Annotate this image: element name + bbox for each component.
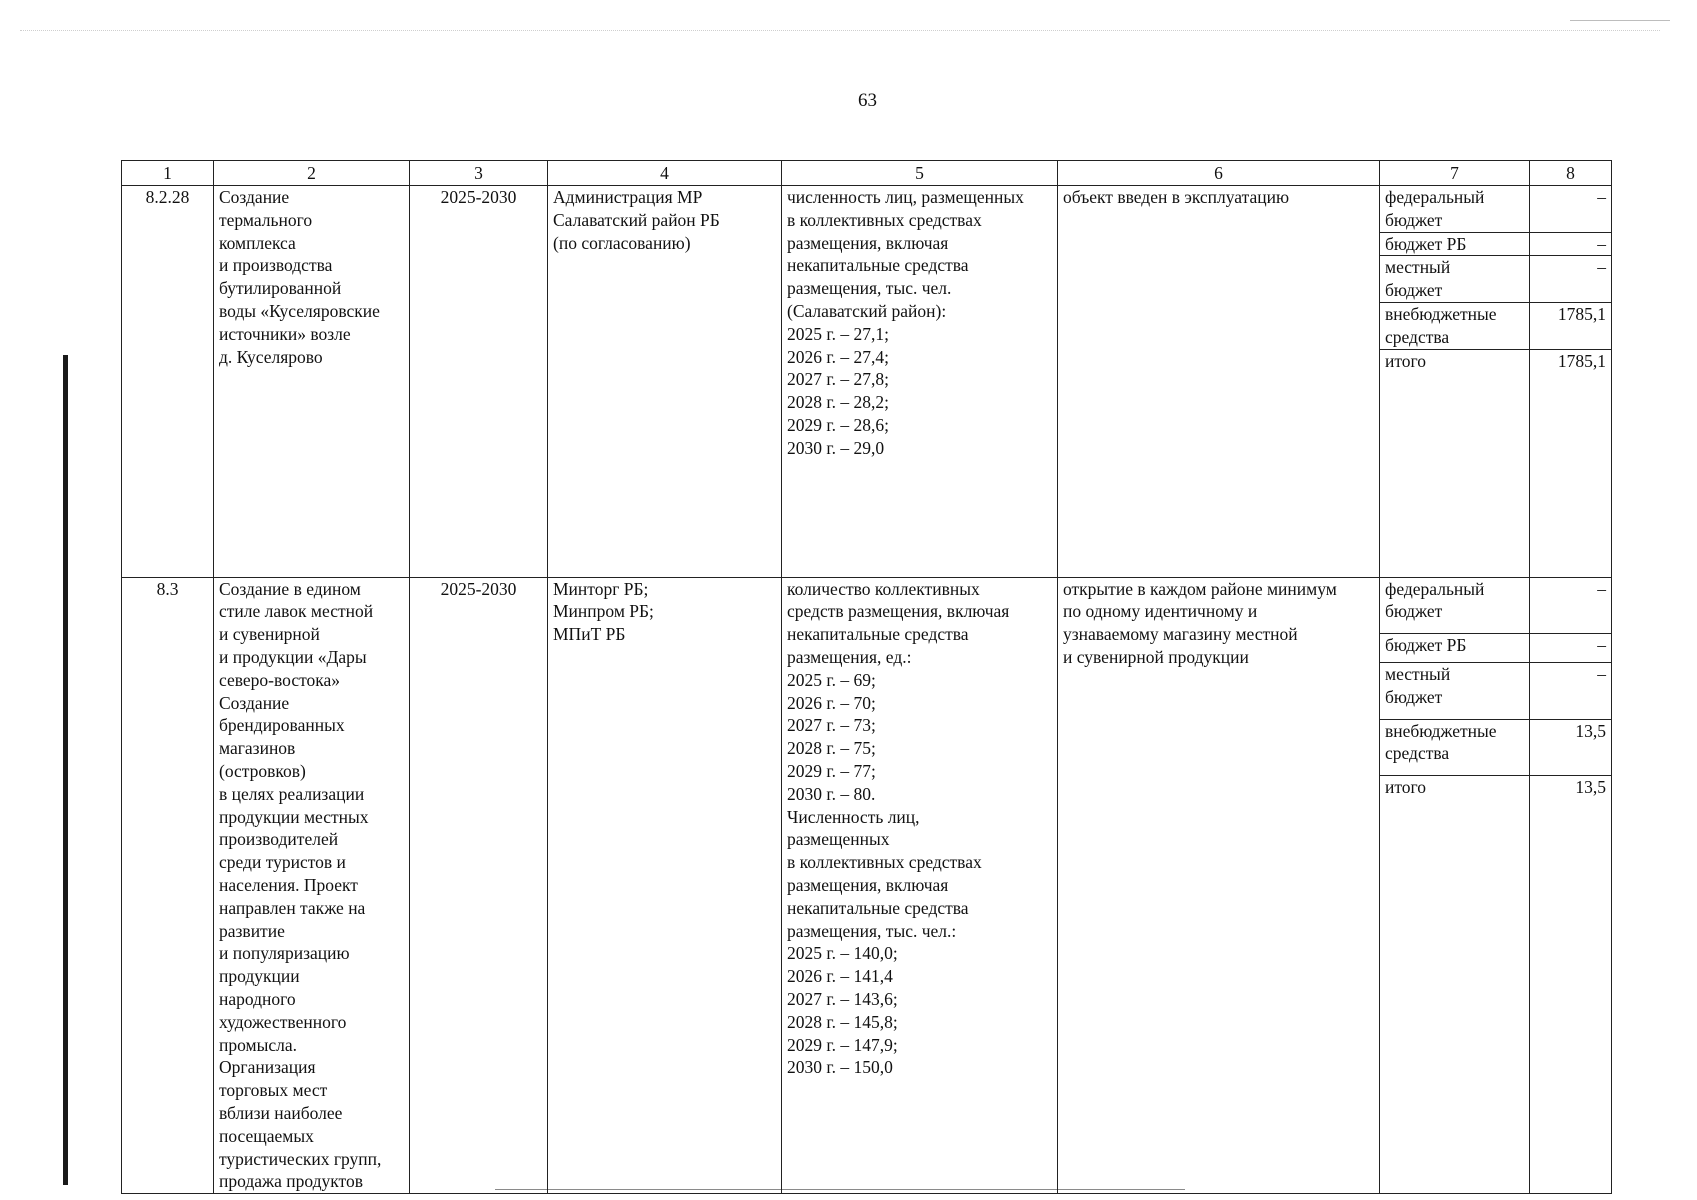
text-line: бюджет [1385, 601, 1443, 622]
text-line: северо-востока» [219, 669, 341, 690]
text-line: среди туристов и [219, 852, 346, 873]
text-line: и сувенирной [219, 624, 320, 645]
page-number: 63 [858, 90, 877, 111]
text-line: объект введен в эксплуатацию [1063, 187, 1290, 207]
text-line: комплекса [219, 232, 296, 253]
funding-source-cell [1380, 349, 1530, 577]
text-line: местный [1385, 257, 1451, 278]
text-line: и производства [219, 255, 333, 276]
header-cell: 6 [1058, 161, 1380, 186]
text-line: 2029 г. – 147,9; [787, 1034, 898, 1055]
text-line: д. Куселярово [219, 346, 323, 367]
text-line: размещения, тыс. чел.: [787, 920, 957, 941]
text-line: некапитальные средства [787, 255, 969, 276]
text-line: некапитальные средства [787, 624, 969, 645]
text-line: термального [219, 209, 313, 230]
header-cell: 1 [122, 161, 214, 186]
text-line: и популяризацию [219, 943, 350, 964]
header-cell: 2 [214, 161, 410, 186]
funding-amount: 13,5 [1575, 777, 1606, 798]
text-line: некапитальные средства [787, 897, 969, 918]
text-line: художественного [219, 1011, 347, 1032]
text-line: воды «Куселяровские [219, 300, 380, 321]
text-line: бюджет РБ [1385, 635, 1467, 656]
text-line: 2028 г. – 75; [787, 738, 876, 759]
text-line: 2025 г. – 69; [787, 669, 876, 690]
indicator-cell [782, 186, 1058, 578]
funding-source-cell [1380, 662, 1530, 719]
funding-amount: 1785,1 [1557, 303, 1606, 324]
row-number-cell [122, 186, 214, 578]
event-name-cell [214, 577, 410, 1194]
program-table [121, 160, 1612, 1194]
text-line: Минторг РБ; [553, 578, 649, 599]
row-number: 8.2.28 [145, 187, 190, 207]
text-line: бюджет [1385, 280, 1443, 301]
funding-amount-cell [1530, 719, 1612, 776]
funding-amount-cell [1530, 577, 1612, 634]
text-line: (островков) [219, 760, 306, 781]
text-line: источники» возле [219, 323, 351, 344]
funding-source-cell [1380, 776, 1530, 1194]
funding-amount-cell [1530, 186, 1612, 233]
text-line: внебюджетные [1385, 303, 1497, 324]
text-line: 2029 г. – 28,6; [787, 414, 889, 435]
text-line: 2027 г. – 27,8; [787, 369, 889, 390]
text-line: вблизи наиболее [219, 1102, 343, 1123]
text-line: производителей [219, 829, 339, 850]
funding-amount: 1785,1 [1557, 350, 1606, 371]
text-line: стиле лавок местной [219, 601, 374, 622]
text-line: размещения, тыс. чел. [787, 278, 952, 299]
text-line: размещения, включая [787, 232, 949, 253]
text-line: внебюджетные [1385, 720, 1497, 741]
funding-amount-cell [1530, 776, 1612, 1194]
scan-artifact-top [20, 30, 1660, 31]
text-line: Создание [219, 692, 290, 713]
event-name-cell [214, 186, 410, 578]
text-line: 2028 г. – 145,8; [787, 1011, 898, 1032]
text-line: направлен также на [219, 897, 366, 918]
funding-amount: – [1597, 187, 1606, 207]
funding-source-cell [1380, 577, 1530, 634]
text-line: и продукции «Дары [219, 646, 367, 667]
text-line: федеральный [1385, 187, 1485, 207]
funding-amount-cell [1530, 349, 1612, 577]
result-cell [1058, 577, 1380, 1194]
text-line: бюджет [1385, 209, 1443, 230]
text-line: в коллективных средствах [787, 209, 982, 230]
text-line: промысла. [219, 1034, 298, 1055]
period-cell [410, 186, 548, 578]
row-number-cell [122, 577, 214, 1194]
text-line: 2030 г. – 29,0 [787, 437, 885, 458]
table-row [122, 186, 1612, 233]
text-line: 2030 г. – 150,0 [787, 1057, 893, 1078]
header-cell: 5 [782, 161, 1058, 186]
text-line: в коллективных средствах [787, 852, 982, 873]
text-line: открытие в каждом районе минимум [1063, 578, 1337, 599]
funding-amount: – [1597, 635, 1606, 656]
result-cell [1058, 186, 1380, 578]
text-line: развитие [219, 920, 285, 941]
text-line: бутилированной [219, 278, 342, 299]
text-line: 2029 г. – 77; [787, 760, 876, 781]
text-line: Салаватский район РБ [553, 209, 720, 230]
text-line: брендированных [219, 715, 345, 736]
text-line: бюджет РБ [1385, 233, 1467, 254]
text-line: федеральный [1385, 578, 1485, 599]
text-line: Численность лиц, [787, 806, 920, 827]
text-line: Создание [219, 187, 290, 207]
text-line: размещения, включая [787, 874, 949, 895]
text-line: средств размещения, включая [787, 601, 1010, 622]
text-line: народного [219, 988, 296, 1009]
header-cell: 4 [548, 161, 782, 186]
text-line: 2026 г. – 70; [787, 692, 876, 713]
text-line: торговых мест [219, 1080, 328, 1101]
text-line: продажа продуктов [219, 1171, 363, 1192]
funding-source-cell [1380, 256, 1530, 303]
text-line: (Салаватский район): [787, 300, 947, 321]
funding-amount-cell [1530, 302, 1612, 349]
text-line: Организация [219, 1057, 316, 1078]
funding-amount-cell [1530, 662, 1612, 719]
header-cell: 3 [410, 161, 548, 186]
funding-amount: – [1597, 233, 1606, 254]
text-line: 2027 г. – 143,6; [787, 988, 898, 1009]
funding-amount-cell [1530, 232, 1612, 256]
text-line: 2025 г. – 27,1; [787, 323, 889, 344]
text-line: 2025 г. – 140,0; [787, 943, 898, 964]
text-line: в целях реализации [219, 783, 365, 804]
header-row [122, 161, 1612, 186]
executor-cell [548, 577, 782, 1194]
text-line: средства [1385, 326, 1450, 347]
text-line: населения. Проект [219, 874, 358, 895]
funding-source-cell [1380, 186, 1530, 233]
funding-amount-cell [1530, 634, 1612, 663]
text-line: 2028 г. – 28,2; [787, 392, 889, 413]
funding-amount: – [1597, 257, 1606, 278]
text-line: Администрация МР [553, 187, 703, 207]
text-line: посещаемых [219, 1125, 314, 1146]
text-line: продукции местных [219, 806, 369, 827]
text-line: численность лиц, размещенных [787, 187, 1024, 207]
text-line: Минпром РБ; [553, 601, 654, 622]
text-line: 2027 г. – 73; [787, 715, 876, 736]
text-line: (по согласованию) [553, 232, 691, 253]
executor-cell [548, 186, 782, 578]
text-line: итого [1385, 350, 1427, 371]
text-line: количество коллективных [787, 578, 980, 599]
text-line: МПиТ РБ [553, 624, 626, 645]
text-line: 2026 г. – 27,4; [787, 346, 889, 367]
text-line: средства [1385, 743, 1450, 764]
indicator-cell [782, 577, 1058, 1194]
text-line: продукции [219, 966, 300, 987]
text-line: туристических групп, [219, 1148, 382, 1169]
text-line: итого [1385, 777, 1427, 798]
period: 2025-2030 [440, 187, 517, 207]
funding-source-cell [1380, 719, 1530, 776]
funding-amount: – [1597, 578, 1606, 599]
text-line: узнаваемому магазину местной [1063, 624, 1298, 645]
header-cell: 7 [1380, 161, 1530, 186]
text-line: 2026 г. – 141,4 [787, 966, 893, 987]
funding-amount-cell [1530, 256, 1612, 303]
table-row [122, 577, 1612, 634]
text-line: 2030 г. – 80. [787, 783, 876, 804]
header-cell: 8 [1530, 161, 1612, 186]
text-line: размещенных [787, 829, 890, 850]
funding-amount: – [1597, 663, 1606, 684]
text-line: Создание в едином [219, 578, 361, 599]
period: 2025-2030 [440, 578, 517, 599]
period-cell [410, 577, 548, 1194]
funding-amount: 13,5 [1575, 720, 1606, 741]
scan-artifact-left-bar [63, 355, 68, 1185]
row-number: 8.3 [156, 578, 179, 599]
text-line: и сувенирной продукции [1063, 646, 1249, 667]
funding-source-cell [1380, 302, 1530, 349]
text-line: магазинов [219, 738, 296, 759]
funding-source-cell [1380, 634, 1530, 663]
text-line: размещения, ед.: [787, 646, 912, 667]
text-line: по одному идентичному и [1063, 601, 1258, 622]
text-line: бюджет [1385, 686, 1443, 707]
funding-source-cell [1380, 232, 1530, 256]
text-line: местный [1385, 663, 1451, 684]
scan-artifact-top-right [1570, 20, 1670, 21]
